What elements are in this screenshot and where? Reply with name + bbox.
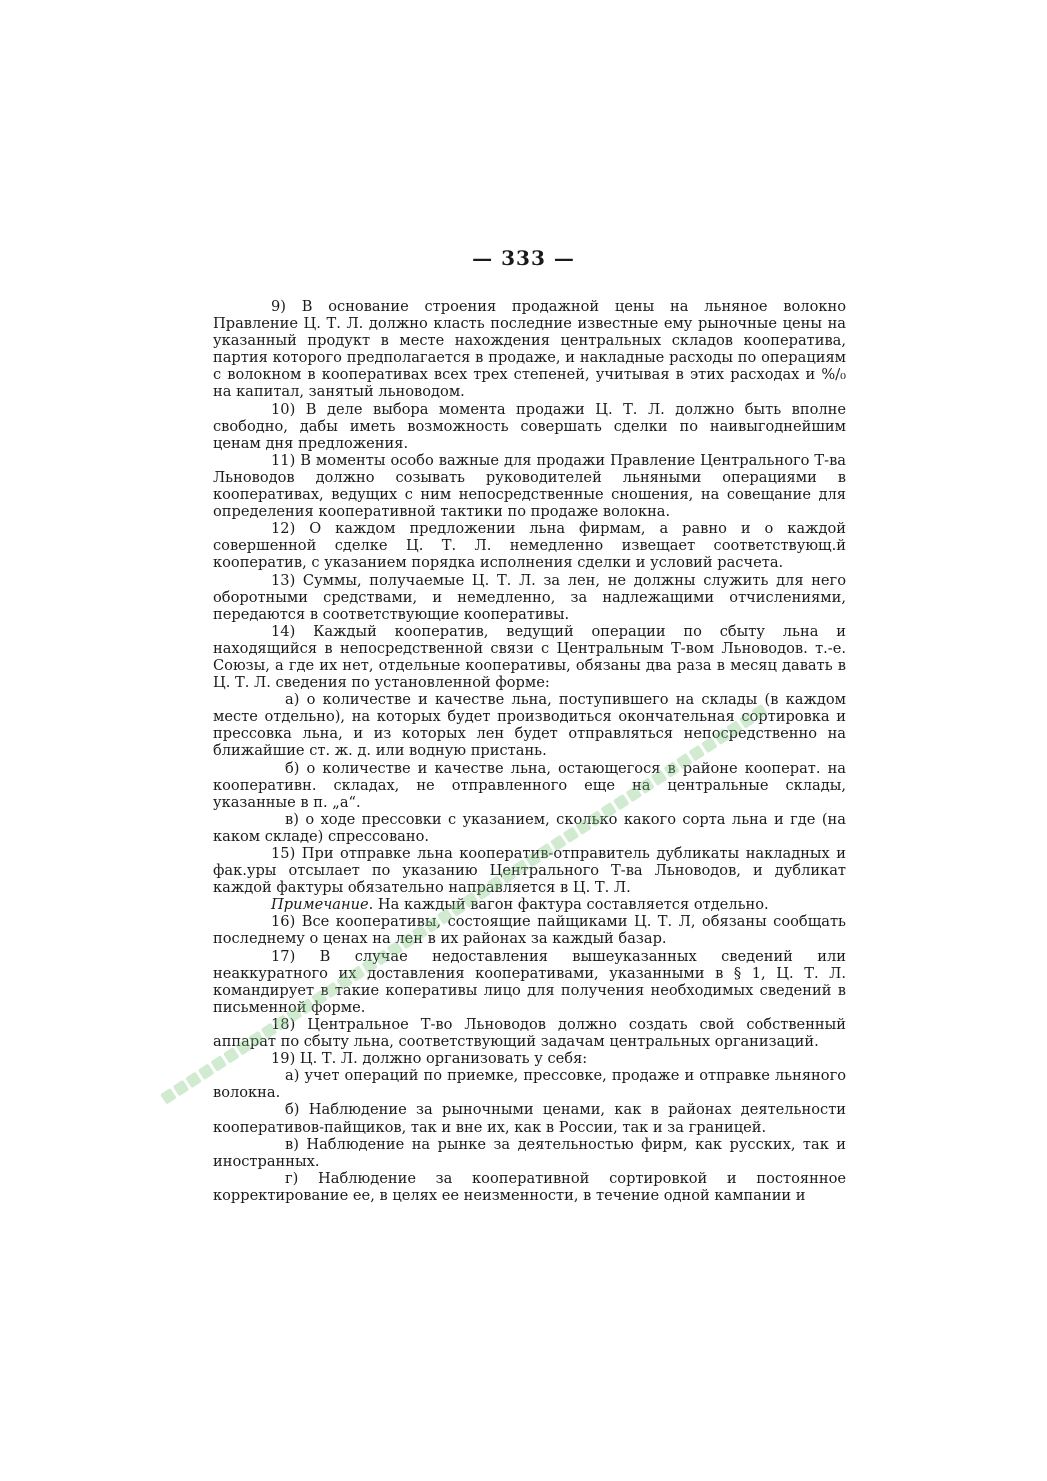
paragraph-11: 11) В моменты особо важные для продажи Правление Центрального Т-ва Льноводов должно созывать руководителей льняными операциями в кооперативах, ведущих с ним непосредственные сношения, на совещание для определения кооперативной тактики по продаже волокна. [213,451,846,521]
watermark-block [198,1063,215,1080]
paragraph-14: 14) Каждый кооператив, ведущий операции по сбыту льна и находящийся в непосредственной связи с Центральным Т-вом Льноводов. т.-е. Союзы, а где их нет, отдельные кооперативы, обязаны два раза в месяц давать в Ц. Т. Л. сведения по установленной форме: [213,622,846,692]
paragraph-18: 18) Центральное Т-во Льноводов должно создать свой собственный аппарат по сбыту льна, соответствующий задачам центральных организаций. [213,1015,846,1051]
body-text [213,298,846,1204]
paragraph-17: 17) В случае недоставления вышеуказанных сведений или неаккуратного их доставления кооперативами, указанными в § 1, Ц. Т. Л. командирует в такие коперативы лицо для получения необходимых сведений в письменной форме. [213,947,846,1016]
paragraph-19-c: в) Наблюдение на рынке за деятельностью фирм, как русских, так и иностранных. [213,1135,846,1170]
paragraph-19-a: а) учет операций по приемке, прессовке, продаже и отправке льняного волокна. [213,1067,846,1102]
watermark-block [185,1072,202,1089]
paragraph-14-a: а) о количестве и качестве льна, поступившего на склады (в каждом месте отдельно), на которых будет производиться окончательная сортировка и прессовка льна, и из которых лен будет отправляться непосредственно на ближайшие ст. ж. д. или водную пристань. [213,691,846,760]
note-paragraph [213,896,846,913]
paragraph-14-b: б) о количестве и качестве льна, остающегося в районе кооперат. на кооперативн. складах, не отправленного еще на центральные склады, указанные в п. „а“. [213,759,846,811]
paragraph-19-b: б) Наблюдение за рыночными ценами, как в районах деятельности кооперативов-пайщиков, так и вне их, как в России, так и за границей. [213,1101,846,1136]
note-label: Примечание. [271,896,374,914]
paragraph-19-d: г) Наблюдение за кооперативной сортировкой и постоянное корректирование ее, в целях ее неизменности, в течение одной кампании и [213,1169,846,1204]
paragraph-13: 13) Суммы, получаемые Ц. Т. Л. за лен, не должны служить для него оборотными средствами, и немедленно, за надлежащими отчислениями, передаются в соответствующие кооперативы. [213,571,846,623]
paragraph-10: 10) В деле выбора момента продажи Ц. Т. Л. должно быть вполне свободно, дабы иметь возможность совершать сделки по наивыгоднейшим ценам дня предложения. [213,400,846,452]
paragraph-16: 16) Все кооперативы, состоящие пайщиками Ц. Т. Л, обязаны сообщать последнему о ценах на лен в их районах за каждый базар. [213,913,846,948]
watermark-block [160,1088,177,1105]
paragraph-19: 19) Ц. Т. Л. должно организовать у себя: [271,1050,588,1068]
page-number: — 333 — [472,246,575,270]
paragraph-14-c: в) о ходе прессовки с указанием, сколько какого сорта льна и где (на каком складе) спрессовано. [213,810,846,845]
watermark-block [173,1080,190,1097]
paragraph-15: 15) При отправке льна кооператив-отправитель дубликаты накладных и фак.уры отсылает по указанию Центрального Т-ва Льноводов, и дубликат каждой фактуры обязательно направляется в Ц. Т. Л. [213,845,846,897]
paragraph-9: 9) В основание строения продажной цены на льняное волокно Правление Ц. Т. Л. должно класть последние известные ему рыночные цены на указанный продукт в месте нахождения центральных складов кооператива, партия которого предполагается в продаже, и накладные расходы по операциям с волокном в кооперативах всех трех степеней, учитывая в этих расходах и %/₀ на капитал, занятый льноводом. [213,298,846,401]
note-text: На каждый вагон фактура составляется отдельно. [373,896,769,914]
paragraph-12: 12) О каждом предложении льна фирмам, а равно и о каждой совершенной сделке Ц. Т. Л. немедленно извещает соответствующ.й кооператив, с указанием порядка исполнения сделки и условий расчета. [213,520,846,572]
